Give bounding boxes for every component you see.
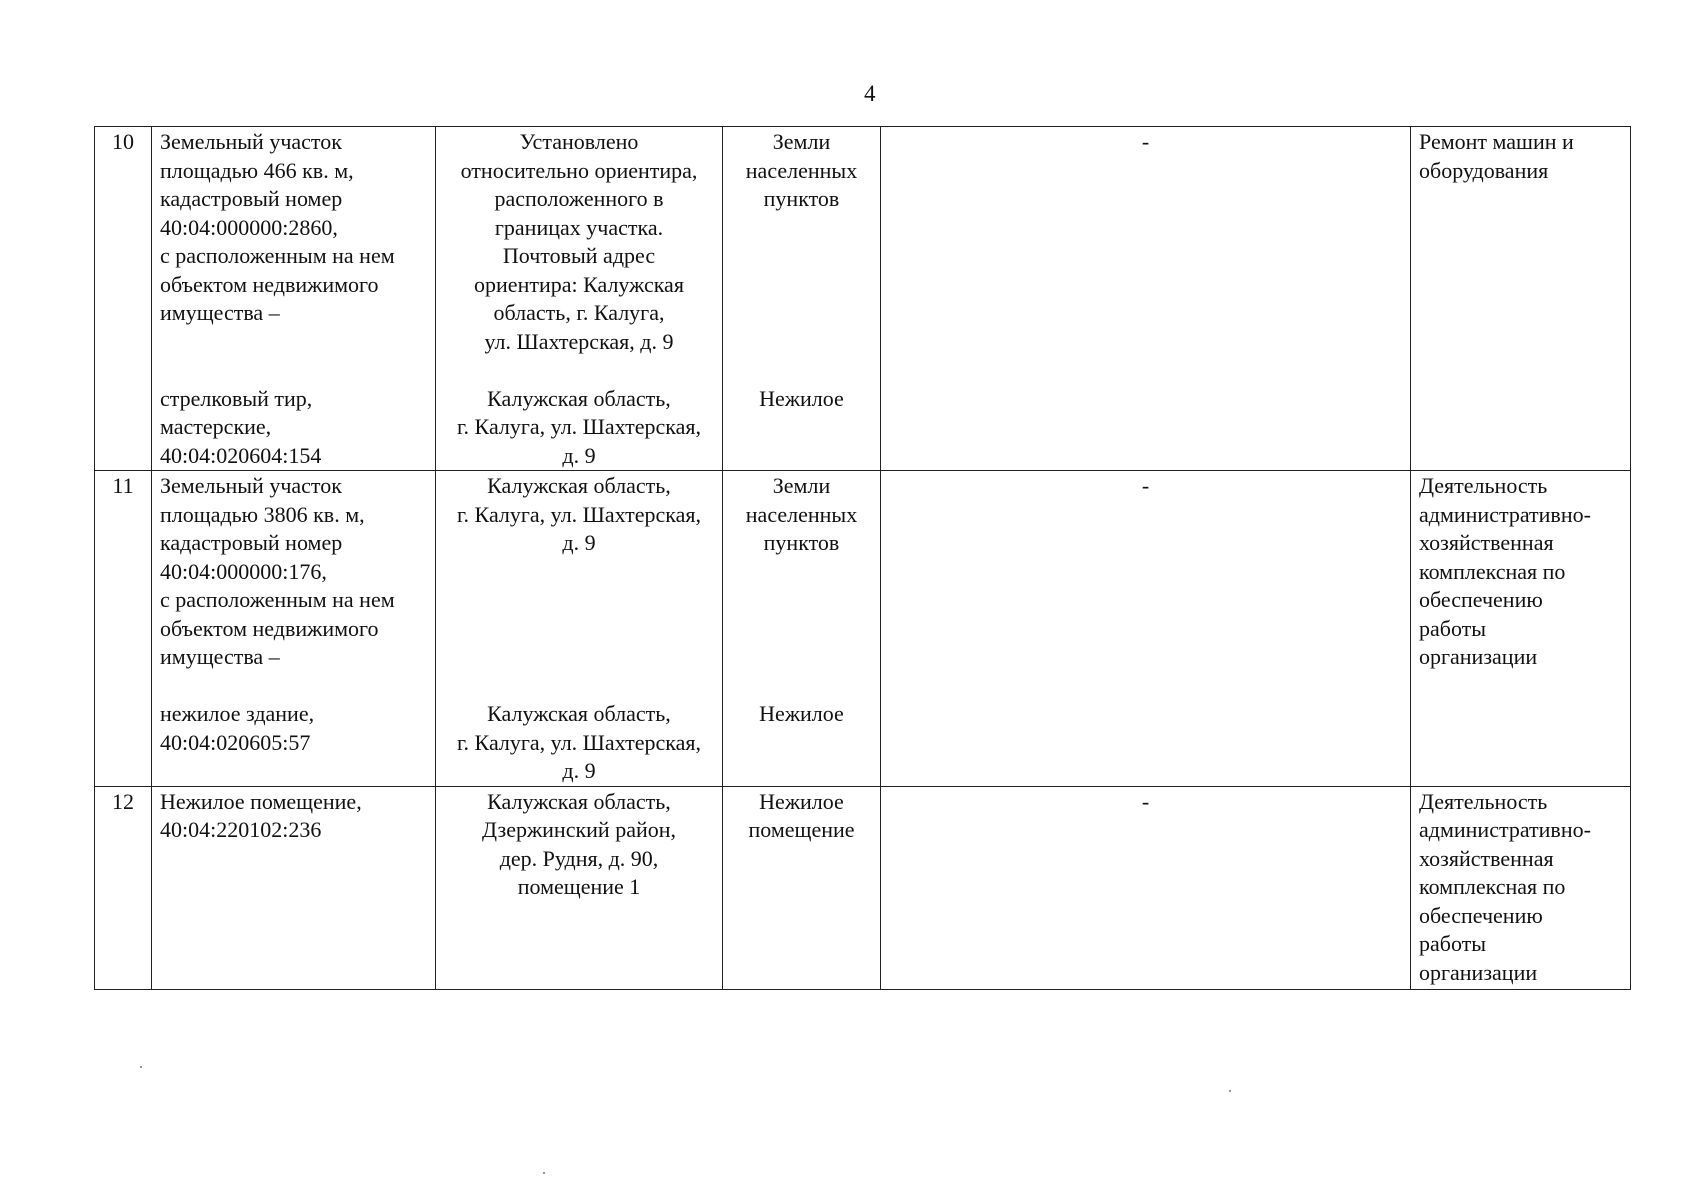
use-cell <box>1411 786 1631 989</box>
category-line: населенных <box>745 501 858 527</box>
building-category-line: Нежилое <box>759 701 844 726</box>
object-line: площадью 466 кв. м, <box>160 157 354 183</box>
object-line: с расположенным на нем <box>160 243 395 268</box>
address-line: Почтовый адрес <box>502 243 656 268</box>
table-row <box>95 127 1631 471</box>
use-line: обеспечению <box>1419 902 1543 928</box>
use-line: хозяйственная <box>1419 530 1554 555</box>
use-line: комплексная по <box>1419 874 1566 899</box>
category-line: Земли <box>772 473 831 498</box>
building-line: стрелковый тир, <box>160 385 313 411</box>
category-line: населенных <box>745 157 858 183</box>
object-line: Земельный участок <box>160 473 342 498</box>
address-cell <box>436 127 723 471</box>
category-cell <box>723 127 881 471</box>
use-cell <box>1411 127 1631 471</box>
object-line: имущества – <box>160 644 280 669</box>
use-line: оборудования <box>1419 157 1549 183</box>
use-line: организации <box>1419 644 1538 669</box>
scan-speck <box>140 1066 142 1068</box>
object-line: площадью 3806 кв. м, <box>160 501 365 527</box>
address-cell <box>436 786 723 989</box>
table-row <box>95 786 1631 989</box>
building-address-line: Калужская область, <box>487 701 671 726</box>
building-category-line: Нежилое <box>759 385 844 411</box>
encumbrance-cell: - <box>881 471 1411 787</box>
object-line: объектом недвижимого <box>160 615 379 641</box>
use-line: комплексная по <box>1419 558 1566 584</box>
address-line: Дзержинский район, <box>481 817 677 842</box>
object-description-cell <box>152 127 436 471</box>
address-line: ориентира: Калужская <box>474 271 684 297</box>
building-address-line: д. 9 <box>562 442 596 468</box>
encumbrance-cell: - <box>881 786 1411 989</box>
use-line: работы <box>1419 931 1487 956</box>
object-line: с расположенным на нем <box>160 587 395 612</box>
object-line: объектом недвижимого <box>160 271 379 297</box>
building-line: 40:04:020605:57 <box>160 729 311 755</box>
use-line: организации <box>1419 959 1538 985</box>
use-line: административно- <box>1419 501 1591 527</box>
building-line: нежилое здание, <box>160 701 315 726</box>
use-cell <box>1411 471 1631 787</box>
building-address-line: д. 9 <box>562 758 596 783</box>
address-line: Установлено <box>519 129 639 154</box>
building-address-line: г. Калуга, ул. Шахтерская, <box>457 414 701 439</box>
object-description-cell <box>152 471 436 787</box>
category-line: помещение <box>748 817 855 842</box>
table-row <box>95 471 1631 787</box>
row-number: 10 <box>95 127 152 471</box>
category-line: Земли <box>772 129 831 154</box>
use-line: Ремонт машин и <box>1419 129 1574 154</box>
building-line: мастерские, <box>160 414 272 439</box>
category-line: пунктов <box>763 530 840 555</box>
address-line: Калужская область, <box>487 473 671 498</box>
object-line: 40:04:000000:176, <box>160 558 327 584</box>
address-line: дер. Рудня, д. 90, <box>499 845 659 871</box>
scan-speck <box>543 1172 545 1174</box>
address-line: д. 9 <box>562 530 596 555</box>
row-number: 11 <box>95 471 152 787</box>
address-line: границах участка. <box>494 214 664 240</box>
category-line: пунктов <box>763 186 840 211</box>
address-cell <box>436 471 723 787</box>
category-cell <box>723 786 881 989</box>
building-line: 40:04:020604:154 <box>160 442 322 468</box>
use-line: Деятельность <box>1419 473 1548 498</box>
building-address-line: Калужская область, <box>487 385 671 411</box>
use-line: административно- <box>1419 817 1591 842</box>
row-number: 12 <box>95 786 152 989</box>
address-line: область, г. Калуга, <box>493 300 665 325</box>
object-line: Земельный участок <box>160 129 342 154</box>
address-line: помещение 1 <box>517 874 641 899</box>
use-line: работы <box>1419 615 1487 641</box>
category-cell <box>723 471 881 787</box>
use-line: хозяйственная <box>1419 845 1554 871</box>
building-address-line: г. Калуга, ул. Шахтерская, <box>457 729 701 755</box>
object-line: кадастровый номер <box>160 530 343 555</box>
object-line: 40:04:000000:2860, <box>160 214 338 240</box>
object-line: кадастровый номер <box>160 186 343 211</box>
object-description-cell <box>152 786 436 989</box>
scan-speck <box>1229 1090 1231 1092</box>
encumbrance-cell: - <box>881 127 1411 471</box>
page-number: 4 <box>864 81 876 106</box>
object-line: имущества – <box>160 300 280 325</box>
address-line: г. Калуга, ул. Шахтерская, <box>457 501 701 527</box>
address-line: относительно ориентира, <box>460 157 698 183</box>
address-line: ул. Шахтерская, д. 9 <box>484 328 674 354</box>
address-line: Калужская область, <box>487 788 671 814</box>
category-line: Нежилое <box>759 788 844 814</box>
address-line: расположенного в <box>494 186 664 211</box>
use-line: обеспечению <box>1419 587 1543 612</box>
object-line: 40:04:220102:236 <box>160 817 322 842</box>
use-line: Деятельность <box>1419 788 1548 814</box>
property-table <box>94 126 1631 990</box>
object-line: Нежилое помещение, <box>160 788 362 814</box>
